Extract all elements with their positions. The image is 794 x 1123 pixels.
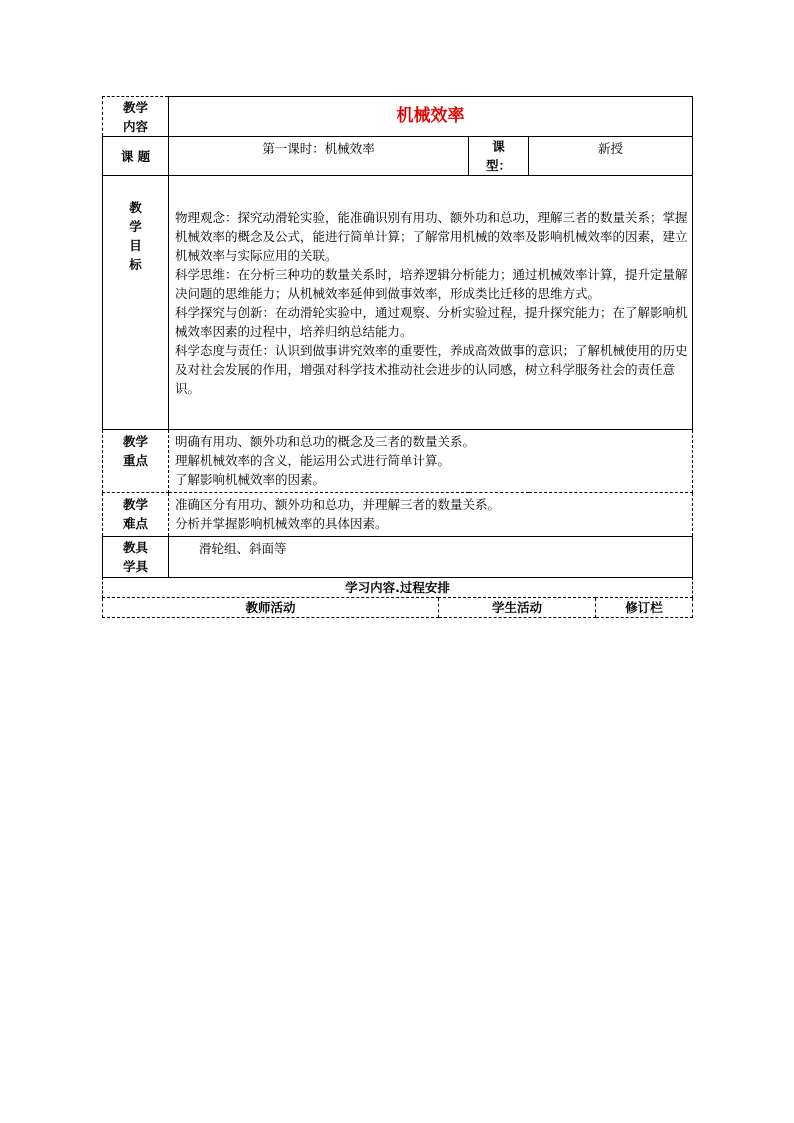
revision-column-header: 修订栏 xyxy=(596,598,693,618)
key-points-row xyxy=(103,430,693,493)
objectives-label-char-4: 标 xyxy=(129,257,142,272)
topic-label: 课 题 xyxy=(103,137,169,176)
objective-inquiry-innovation: 科学探究与创新：在动滑轮实验中，通过观察、分析实验过程，提升探究能力；在了解影响机械效率因素的过程中，培养归纳总结能力。 xyxy=(175,304,688,339)
lesson-title: 机械效率 xyxy=(169,97,693,137)
objectives-label-char-1: 教 xyxy=(129,200,142,215)
content-label-cell xyxy=(103,97,169,137)
difficulties-text xyxy=(169,493,693,537)
key-points-label-line1: 教学 xyxy=(122,434,148,449)
topic-row xyxy=(103,137,693,176)
objectives-label-char-2: 学 xyxy=(129,219,142,234)
tools-row xyxy=(103,537,693,578)
key-points-label-line2: 重点 xyxy=(122,453,148,468)
type-value: 新授 xyxy=(529,137,693,176)
process-header-row xyxy=(103,598,693,618)
objective-scientific-thinking: 科学思维：在分析三种功的数量关系时，培养逻辑分析能力；通过机械效率计算，提升定量解决问题的思维能力；从机械效率延伸到做事效率，形成类比迁移的思维方式。 xyxy=(175,266,688,301)
lesson-plan-page xyxy=(102,96,692,618)
tools-label xyxy=(103,537,169,578)
content-label-line2: 内容 xyxy=(122,118,148,134)
key-point-item: 了解影响机械效率的因素。 xyxy=(175,472,326,487)
tools-value: 滑轮组、斜面等 xyxy=(169,537,693,578)
content-label-line1: 教学 xyxy=(122,99,148,115)
topic-value: 第一课时：机械效率 xyxy=(169,137,469,176)
objectives-label-char-3: 目 xyxy=(129,238,142,253)
key-point-item: 明确有用功、额外功和总功的概念及三者的数量关系。 xyxy=(175,434,476,449)
objective-attitude-responsibility: 科学态度与责任：认识到做事讲究效率的重要性，养成高效做事的意识；了解机械使用的历史及对社会发展的作用，增强对科学技术推动社会进步的认同感，树立科学服务社会的责任意识。 xyxy=(175,342,688,396)
difficulties-label-line2: 难点 xyxy=(122,516,148,531)
key-points-text xyxy=(169,430,693,493)
tools-label-line1: 教具 xyxy=(122,540,148,555)
header-row xyxy=(103,97,693,137)
process-title-row xyxy=(103,578,693,598)
difficulties-row xyxy=(103,493,693,537)
objective-physics-concept: 物理观念：探究动滑轮实验，能准确识别有用功、额外功和总功，理解三者的数量关系；掌握机械效率的概念及公式，能进行简单计算；了解常用机械的效率及影响机械效率的因素，建立机械效率与实际应用的关联。 xyxy=(175,209,688,263)
student-activity-header: 学生活动 xyxy=(439,598,596,618)
type-label-line2: 型： xyxy=(485,158,511,173)
difficulty-item: 准确区分有用功、额外功和总功，并理解三者的数量关系。 xyxy=(175,497,501,512)
difficulties-label-line1: 教学 xyxy=(122,497,148,512)
type-label-line1: 课 xyxy=(492,139,505,154)
process-table xyxy=(102,577,693,618)
objectives-label xyxy=(103,176,169,430)
objectives-text xyxy=(169,176,693,430)
objectives-row xyxy=(103,176,693,430)
key-point-item: 理解机械效率的含义，能运用公式进行简单计算。 xyxy=(175,453,451,468)
type-label-cell xyxy=(469,137,529,176)
key-points-label xyxy=(103,430,169,493)
lesson-plan-table xyxy=(102,96,693,578)
difficulty-item: 分析并掌握影响机械效率的具体因素。 xyxy=(175,516,388,531)
difficulties-label xyxy=(103,493,169,537)
tools-label-line2: 学具 xyxy=(122,559,148,574)
teacher-activity-header: 教师活动 xyxy=(103,598,439,618)
process-title: 学习内容.过程安排 xyxy=(103,578,693,598)
